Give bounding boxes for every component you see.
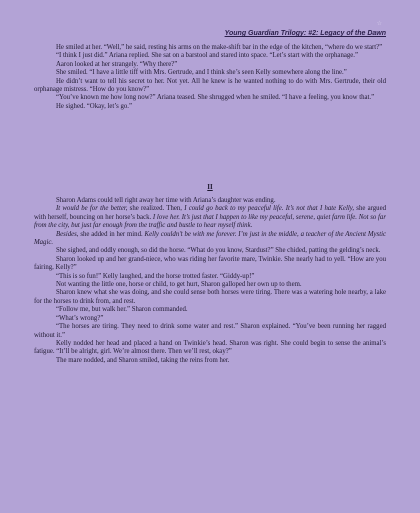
paragraph: “I think I just did.” Ariana replied. She sat on a barstool and stared into space. “Let’s start with the orphanage.” bbox=[56, 52, 358, 60]
paragraph-mixed bbox=[34, 205, 386, 230]
paragraph: “You’ve known me how long now?” Ariana teased. She shrugged when he smiled. “I have a feeling, you know that.” bbox=[56, 94, 375, 102]
section-two-text bbox=[34, 197, 386, 365]
corner-star-mark: ☆ bbox=[376, 21, 382, 27]
paragraph: He sighed. “Okay, let’s go.” bbox=[56, 102, 133, 110]
paragraph: He smiled at her. “Well,” he said, resting his arms on the make-shift bar in the edge of the kitchen, “where do we start?” bbox=[56, 44, 383, 51]
paragraph: The mare nodded, and Sharon smiled, taking the reins from her. bbox=[56, 356, 230, 364]
paragraph: “The horses are tiring. They need to drink some water and rest.” Sharon explained. “You’ve been running her ragged without it.” bbox=[34, 323, 386, 339]
italic-thought: Kelly couldn’t be with me forever. I’m just in the middle, a teacher of the Ancient Mystic Magic. bbox=[34, 230, 386, 247]
paragraph: Kelly nodded her head and placed a hand on Twinkie’s head. Sharon was right. She could begin to sense the animal’s fatigue. “It’ll be alright, girl. We’re almost there. Then we’ll rest, okay?” bbox=[34, 339, 386, 356]
paragraph: “Follow me, but walk her.” Sharon commanded. bbox=[56, 306, 188, 314]
running-title: Young Guardian Trilogy: #2: Legacy of the Dawn bbox=[224, 30, 386, 37]
paragraph-mixed bbox=[34, 231, 386, 248]
paragraph: Sharon Adams could tell right away her time with Ariana’s daughter was ending. bbox=[56, 197, 276, 204]
paragraph: “This is so fun!” Kelly laughed, and the horse trotted faster. “Giddy-up!” bbox=[56, 272, 255, 280]
italic-thought: Besides, bbox=[56, 230, 79, 238]
narration: she argued with herself, bouncing on her horse’s back. bbox=[34, 205, 386, 221]
paragraph: She smiled. “I have a little tiff with Mrs. Gertrude, and I think she’s seen Kelly somewhere along the line.” bbox=[56, 69, 347, 77]
section-break-heading: II bbox=[207, 183, 213, 191]
paragraph: “What’s wrong?” bbox=[56, 314, 104, 322]
paragraph: He didn’t want to tell his secret to her. Not yet. All he knew is he wanted nothing to do with Mrs. Gertrude, their old orphanage mistress. “How do you know?” bbox=[34, 77, 386, 94]
italic-thought: I could go back to my peaceful life. It’s not that I hate Kelly, bbox=[184, 205, 355, 213]
italic-thought: It would be for the better, bbox=[56, 205, 128, 213]
italic-thought: I love her. It’s just that I happen to like my peaceful, serene, quiet farm life. Not so far from the city, but just far enough from the traffic and bustle to hear myself think. bbox=[34, 213, 386, 230]
narration: she realized. Then, bbox=[127, 205, 185, 213]
paragraph: Sharon knew what she was doing, and she could sense both horses were tiring. There was a watering hole nearby, a lake for the horses to drink from, and rest. bbox=[34, 289, 386, 305]
paragraph: Sharon looked up and her grand-niece, who was riding her favorite mare, Twinkie. She nearly had to yell. “How are you fairing, Kelly?” bbox=[34, 255, 386, 272]
narration: she added in her mind. bbox=[78, 230, 145, 238]
paragraph: Aaron looked at her strangely. “Why there?” bbox=[56, 60, 178, 68]
paragraph: Not wanting the little one, horse or child, to get hurt, Sharon galloped her own up to them. bbox=[56, 281, 302, 289]
paragraph: She sighed, and oddly enough, so did the horse. “What do you know, Stardust?” She chided, patting the gelding’s neck. bbox=[56, 247, 381, 255]
section-one-text bbox=[34, 44, 386, 111]
